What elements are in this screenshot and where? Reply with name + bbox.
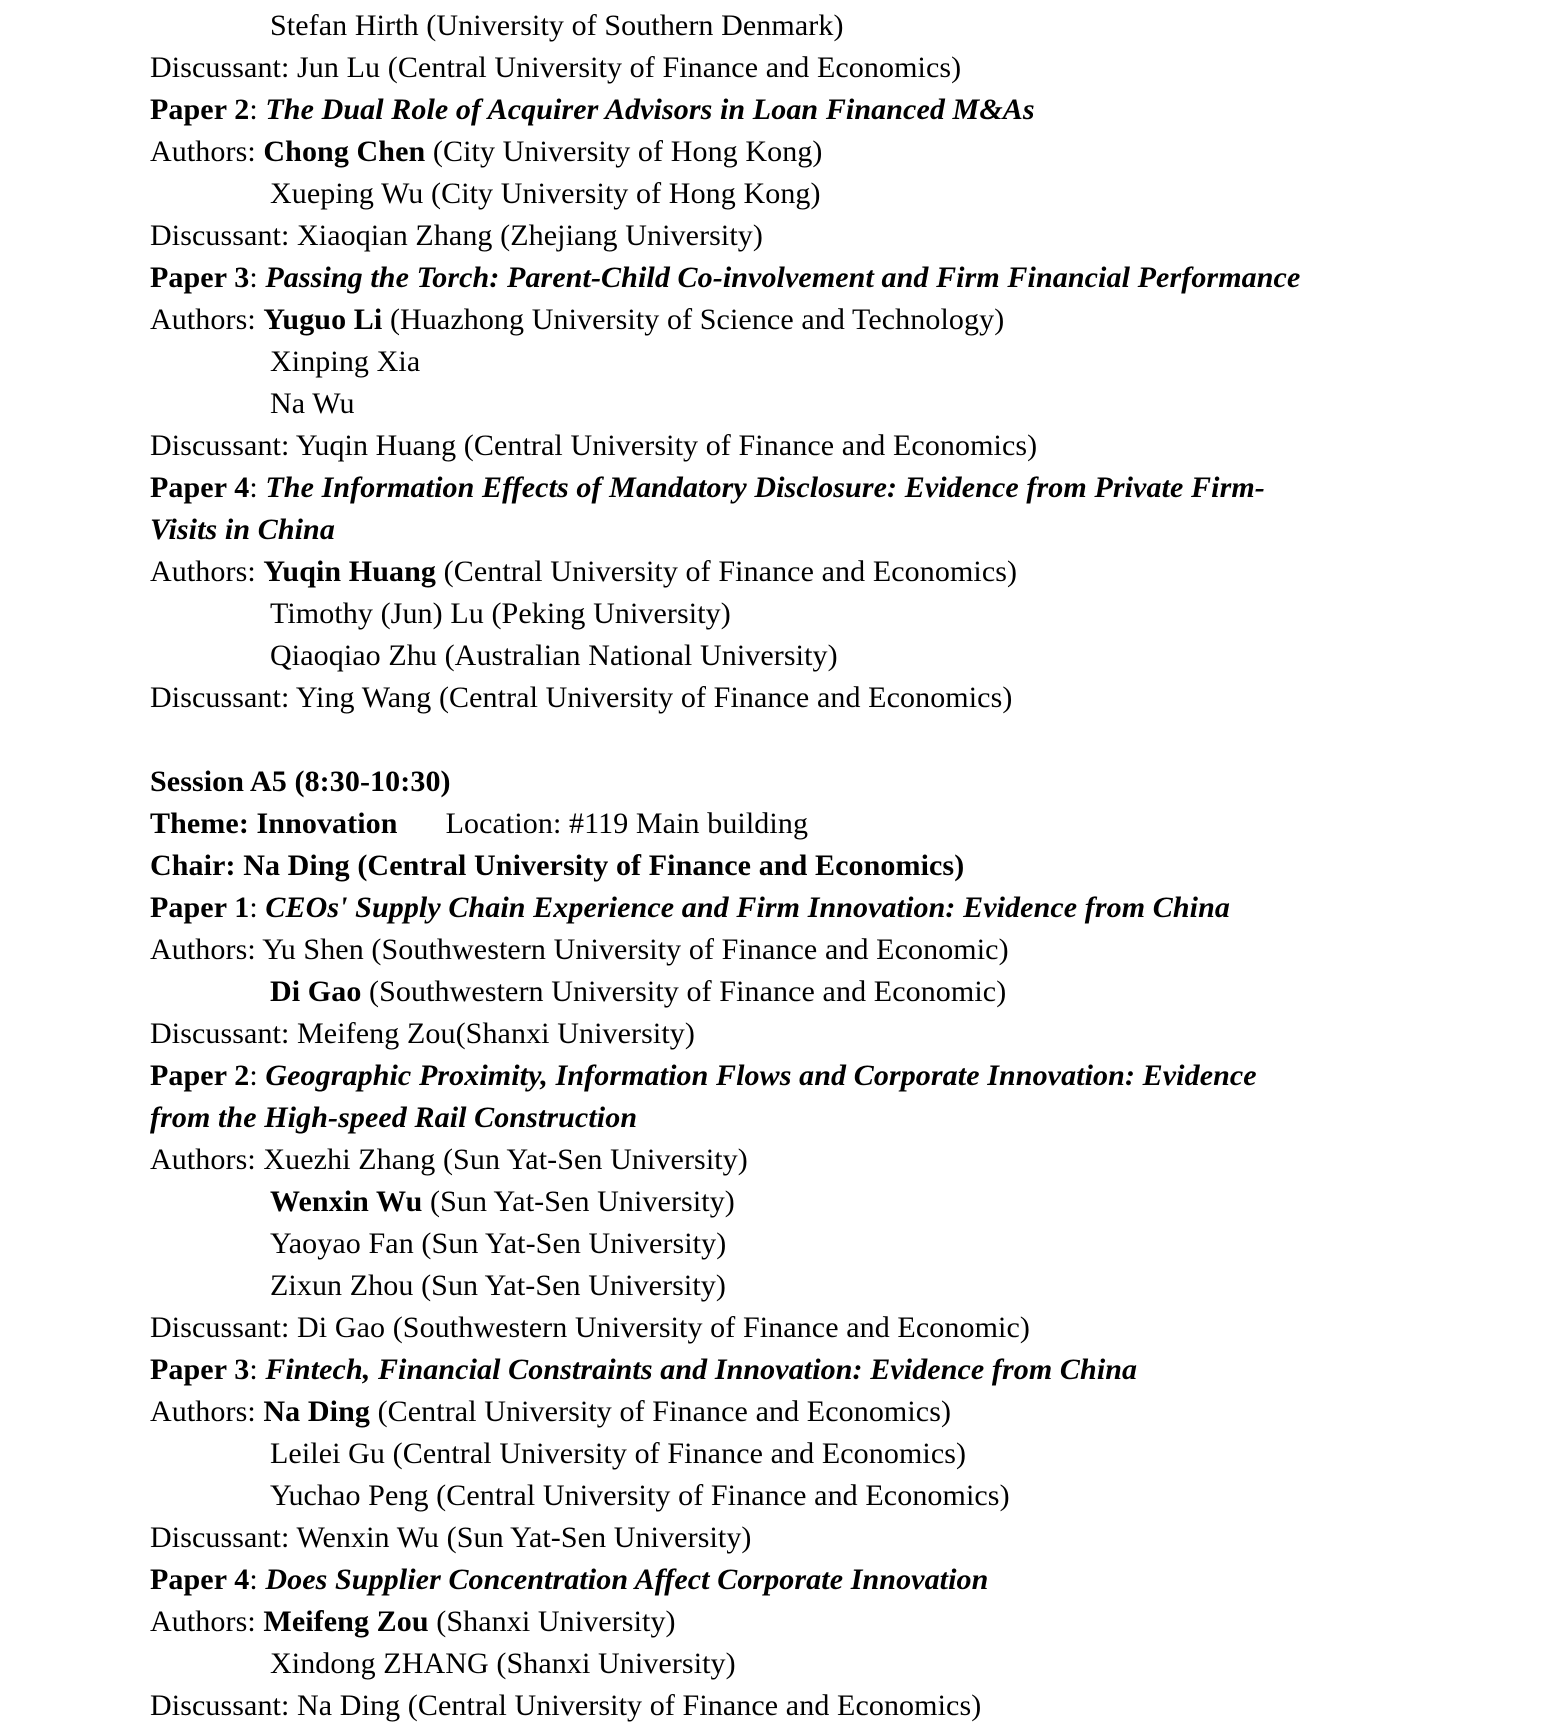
text-segment: Authors: (150, 1395, 264, 1428)
text-segment: Yuchao Peng (Central University of Finance and Economics) (270, 1479, 1010, 1512)
text-segment: Discussant: Wenxin Wu (Sun Yat-Sen University) (150, 1521, 752, 1554)
text-segment: Authors: (150, 303, 264, 336)
text-segment: Paper 4 (150, 1563, 250, 1596)
text-segment: (Huazhong University of Science and Technology) (382, 303, 1005, 336)
paper-title-line (150, 1055, 1537, 1097)
text-segment: Visits in China (150, 513, 335, 546)
authors-line (150, 299, 1537, 341)
paper-title-line (150, 1559, 1537, 1601)
text-segment: : (249, 93, 266, 126)
text-segment: Discussant: Jun Lu (Central University of Finance and Economics) (150, 51, 962, 84)
paper-title-line (150, 257, 1537, 299)
discussant-line (150, 1013, 1537, 1055)
author-continuation (150, 635, 1537, 677)
author-continuation (150, 593, 1537, 635)
author-continuation (150, 1265, 1537, 1307)
author-continuation (150, 1643, 1537, 1685)
tab-spacer (398, 832, 446, 833)
discussant-line (150, 1307, 1537, 1349)
author-continuation (150, 971, 1537, 1013)
text-segment: Authors: (150, 135, 264, 168)
authors-line (150, 551, 1537, 593)
text-segment: Session A5 (8:30-10:30) (150, 765, 451, 798)
text-segment: Timothy (Jun) Lu (Peking University) (270, 597, 731, 630)
author-continuation (150, 1475, 1537, 1517)
discussant-line (150, 677, 1537, 719)
author-continuation (150, 173, 1537, 215)
text-segment: (City University of Hong Kong) (425, 135, 823, 168)
text-segment: : (249, 261, 266, 294)
text-segment: Authors: (150, 555, 264, 588)
author-continuation (150, 1433, 1537, 1475)
text-segment: Xinping Xia (270, 345, 421, 378)
text-segment: Yaoyao Fan (Sun Yat-Sen University) (270, 1227, 727, 1260)
text-segment: Discussant: Ying Wang (Central University of Finance and Economics) (150, 681, 1013, 714)
authors-line (150, 929, 1537, 971)
text-segment: (Shanxi University) (428, 1605, 676, 1638)
text-segment: Theme: Innovation (150, 807, 398, 840)
discussant-line (150, 1517, 1537, 1559)
paper-title-continuation (150, 1097, 1537, 1139)
author-continuation (150, 1223, 1537, 1265)
text-segment: Discussant: Xiaoqian Zhang (Zhejiang University) (150, 219, 763, 252)
text-segment: (Sun Yat-Sen University) (422, 1185, 735, 1218)
text-segment: : (249, 891, 266, 924)
text-segment: Discussant: Na Ding (Central University of Finance and Economics) (150, 1689, 982, 1722)
text-segment: (Central University of Finance and Economics) (436, 555, 1018, 588)
text-segment: Chair: Na Ding (Central University of Finance and Economics) (150, 849, 965, 882)
text-segment: Authors: Xuezhi Zhang (Sun Yat-Sen University) (150, 1143, 748, 1176)
discussant-line (150, 425, 1537, 467)
text-segment: Stefan Hirth (University of Southern Denmark) (270, 9, 844, 42)
authors-line (150, 1391, 1537, 1433)
paper-title-line (150, 887, 1537, 929)
text-segment: (Southwestern University of Finance and Economic) (361, 975, 1007, 1008)
theme-location-line (150, 803, 1537, 845)
text-segment: Discussant: Yuqin Huang (Central University of Finance and Economics) (150, 429, 1038, 462)
text-segment: Yuguo Li (263, 303, 383, 336)
authors-line (150, 1139, 1537, 1181)
text-segment: Location: #119 Main building (445, 807, 809, 840)
session-heading (150, 761, 1537, 803)
text-segment: Paper 3 (150, 261, 250, 294)
text-segment: Passing the Torch: Parent-Child Co-involvement and Firm Financial Performance (265, 261, 1301, 294)
text-segment: : (249, 471, 266, 504)
authors-line (150, 131, 1537, 173)
blank-line (150, 719, 1537, 761)
text-segment: : (249, 1353, 266, 1386)
text-segment: Di Gao (270, 975, 362, 1008)
text-segment: Xindong ZHANG (Shanxi University) (270, 1647, 736, 1680)
text-segment: Zixun Zhou (Sun Yat-Sen University) (270, 1269, 726, 1302)
text-segment: Geographic Proximity, Information Flows and Corporate Innovation: Evidence (265, 1059, 1257, 1092)
paper-title-line (150, 467, 1537, 509)
author-continuation (150, 341, 1537, 383)
text-segment: (Central University of Finance and Economics) (369, 1395, 952, 1428)
text-segment: Wenxin Wu (270, 1185, 423, 1218)
text-segment: : (249, 1563, 266, 1596)
text-segment: Yuqin Huang (263, 555, 437, 588)
text-segment: The Information Effects of Mandatory Disclosure: Evidence from Private Firm- (265, 471, 1265, 504)
text-segment: Na Ding (263, 1395, 370, 1428)
text-segment: Authors: Yu Shen (Southwestern University of Finance and Economic) (150, 933, 1009, 966)
text-segment: : (249, 1059, 266, 1092)
discussant-line (150, 1685, 1537, 1727)
author-continuation (150, 383, 1537, 425)
text-segment: Paper 3 (150, 1353, 250, 1386)
paper-title-line (150, 1349, 1537, 1391)
text-segment: Xueping Wu (City University of Hong Kong) (270, 177, 821, 210)
text-segment: Does Supplier Concentration Affect Corporate Innovation (265, 1563, 989, 1596)
text-segment: Na Wu (270, 387, 355, 420)
text-segment: Discussant: Di Gao (Southwestern University of Finance and Economic) (150, 1311, 1030, 1344)
paper-title-line (150, 89, 1537, 131)
text-segment: CEOs' Supply Chain Experience and Firm Innovation: Evidence from China (265, 891, 1231, 924)
author-continuation (150, 1181, 1537, 1223)
text-segment: Chong Chen (263, 135, 426, 168)
text-segment: Paper 4 (150, 471, 250, 504)
text-segment: Paper 2 (150, 1059, 250, 1092)
discussant-line (150, 47, 1537, 89)
author-continuation (150, 5, 1537, 47)
discussant-line (150, 215, 1537, 257)
text-segment: Discussant: Meifeng Zou(Shanxi University) (150, 1017, 695, 1050)
text-segment: The Dual Role of Acquirer Advisors in Loan Financed M&As (265, 93, 1035, 126)
text-segment: Meifeng Zou (263, 1605, 429, 1638)
text-segment: Paper 1 (150, 891, 250, 924)
paper-title-continuation (150, 509, 1537, 551)
text-segment: Fintech, Financial Constraints and Innovation: Evidence from China (265, 1353, 1138, 1386)
text-segment: from the High-speed Rail Construction (150, 1101, 638, 1134)
text-segment: Authors: (150, 1605, 264, 1638)
chair-line (150, 845, 1537, 887)
authors-line (150, 1601, 1537, 1643)
text-segment: Leilei Gu (Central University of Finance and Economics) (270, 1437, 967, 1470)
text-segment: Paper 2 (150, 93, 250, 126)
text-segment: Qiaoqiao Zhu (Australian National University) (270, 639, 838, 672)
